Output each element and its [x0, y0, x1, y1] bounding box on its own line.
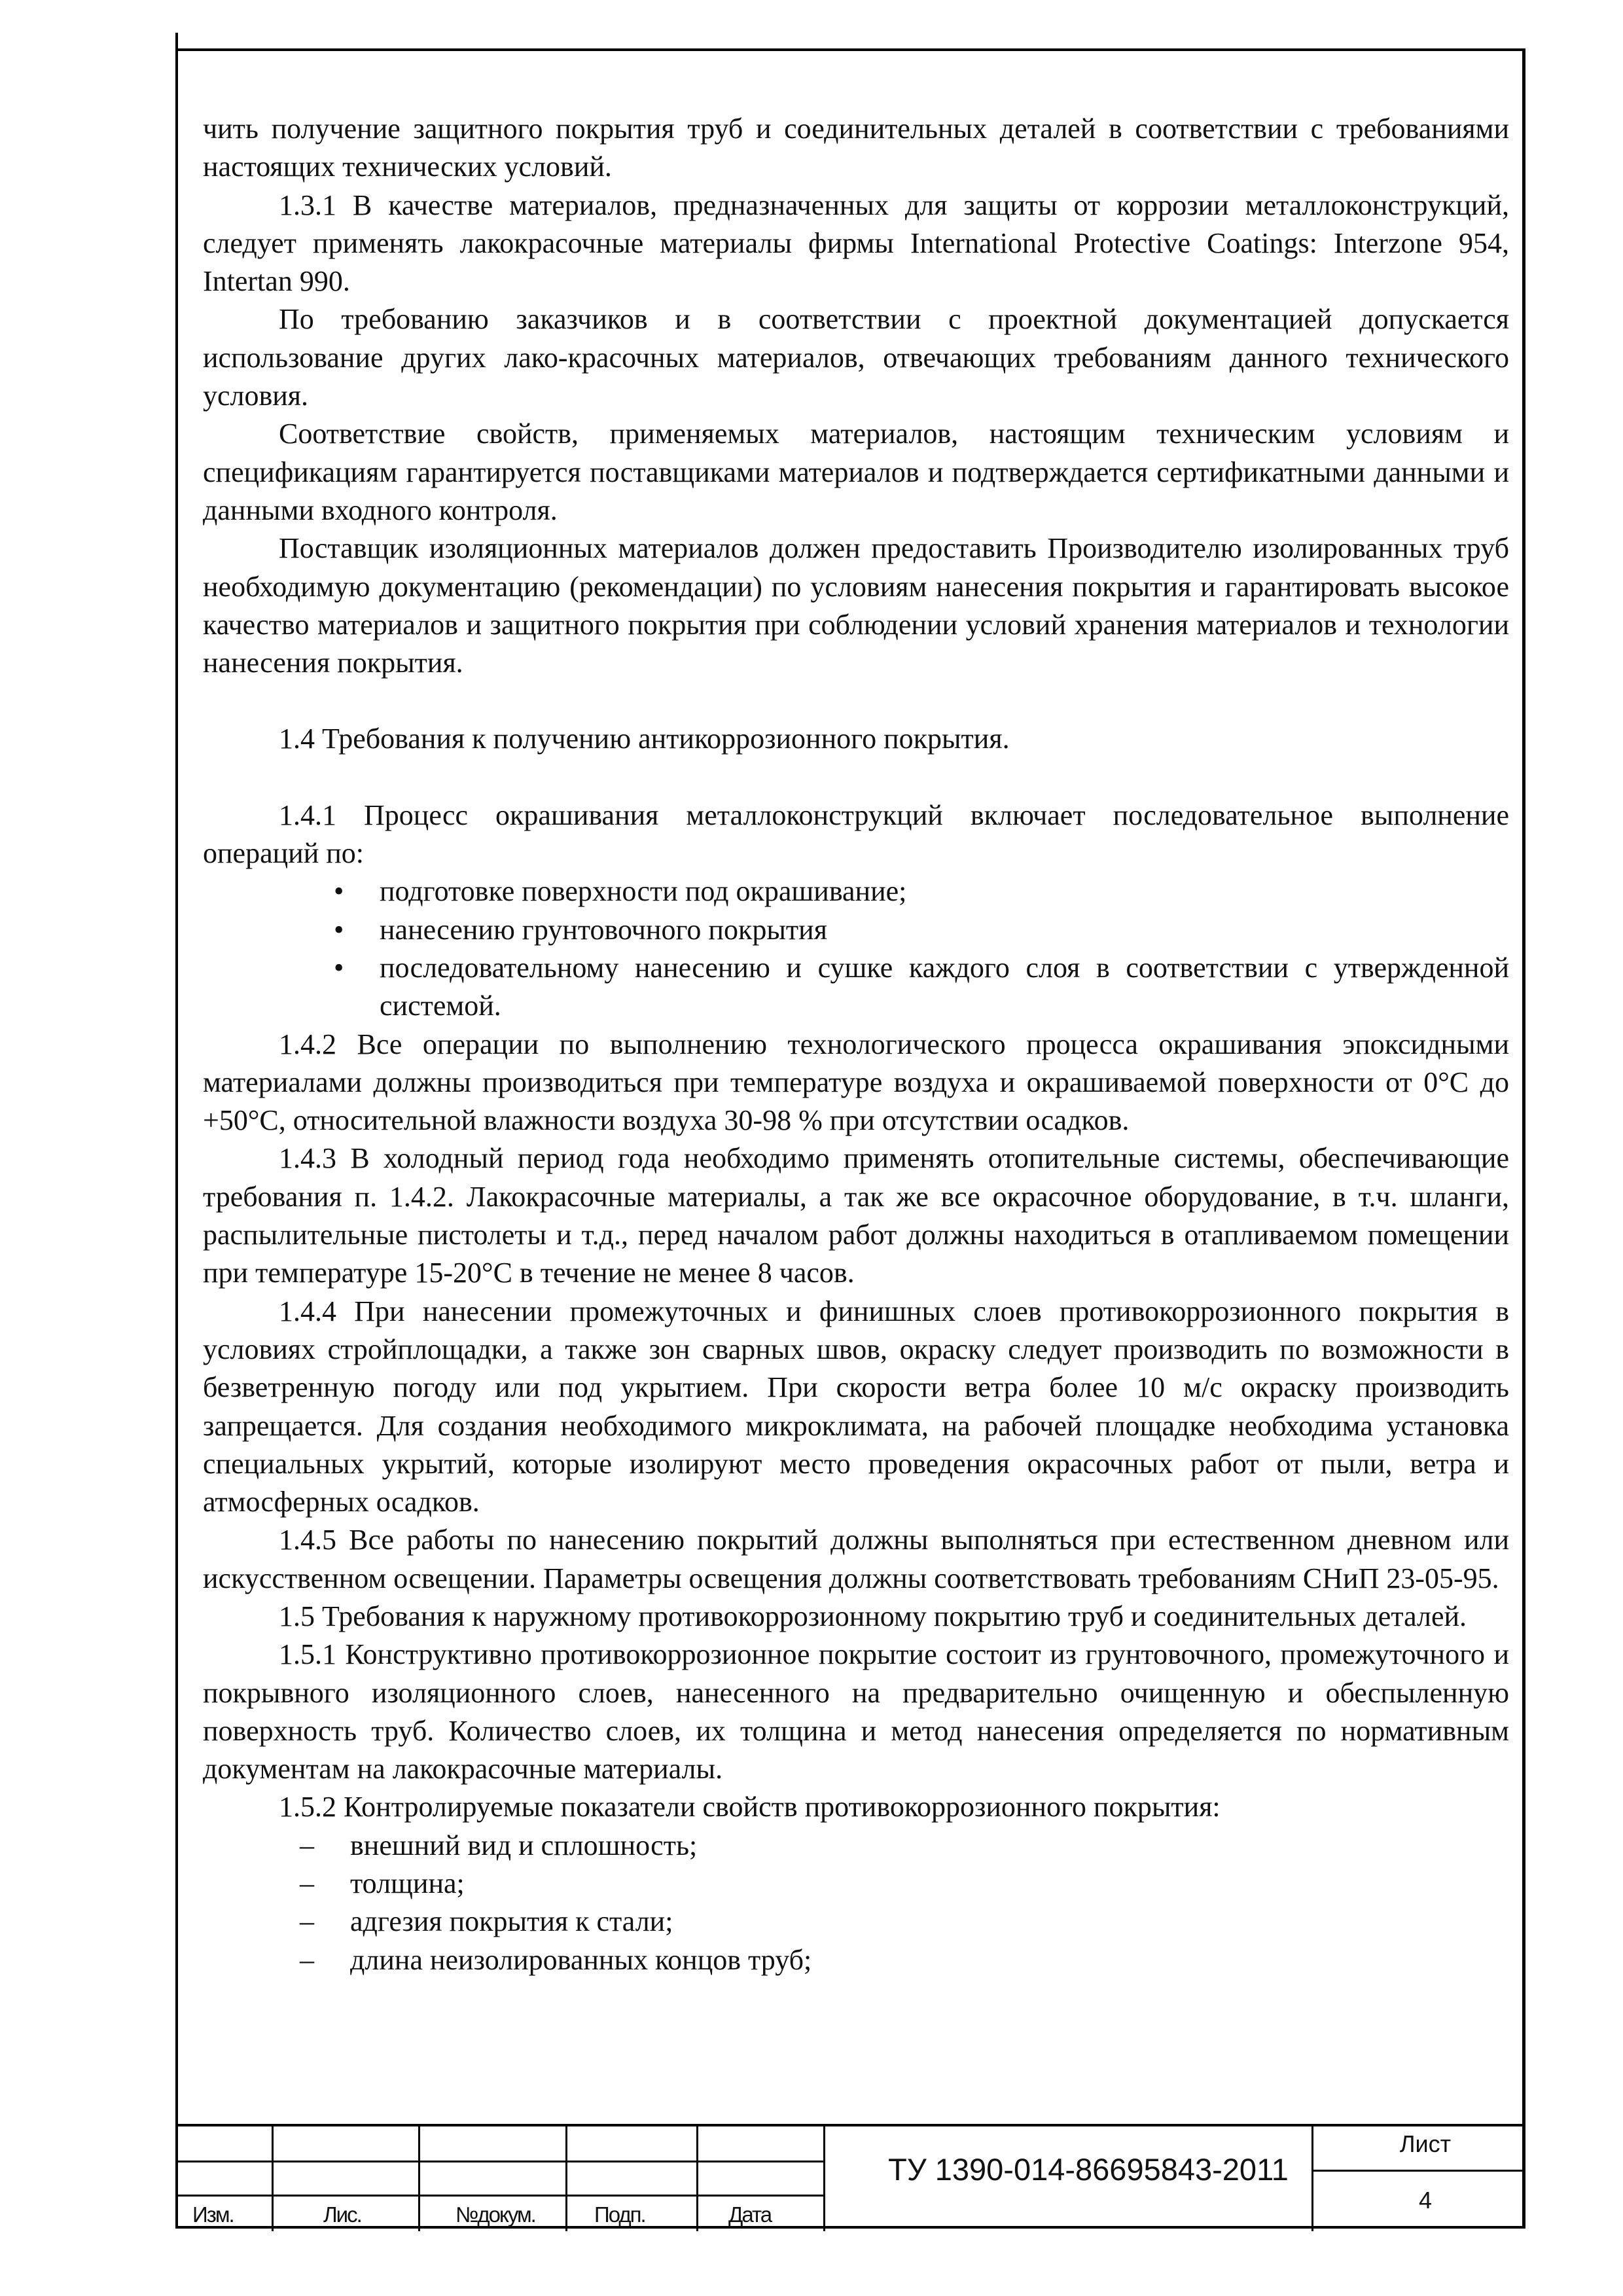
dash-marker: –: [300, 1943, 314, 1976]
stamp-divider: [175, 2161, 823, 2162]
sheet-label: Лист: [1399, 2130, 1452, 2157]
stamp-col-lis: Лис.: [323, 2202, 361, 2227]
dash-marker: –: [300, 1829, 314, 1861]
list-item: [203, 1941, 1509, 1979]
stamp-divider: [272, 2126, 274, 2231]
paragraph: Соответствие свойств, применяемых материалов, настоящим техническим условиям и спецификациям гарантируется поставщиками материалов и подтверждается сертификатными данными и данными входного контроля.: [203, 418, 1509, 526]
stamp-divider: [1311, 2170, 1525, 2172]
spacer: [203, 759, 1509, 797]
paragraph: По требованию заказчиков и в соответствии с проектной документацией допускается использование других лако-красочных материалов, отвечающих требованиям данного технического условия.: [203, 303, 1509, 412]
list-item-text: нанесению грунтовочного покрытия: [380, 913, 827, 946]
document-body: [203, 110, 1509, 1979]
sheet-number: 4: [1418, 2187, 1433, 2214]
paragraph: 1.5.1 Конструктивно противокоррозионное покрытие состоит из грунтовочного, промежуточного и покрывного изоляционного слоев, нанесенного на предварительно очищенную и обеспыленную поверхность труб. Количество слоев, их толщина и метод нанесения определяется по нормативным документам на лакокрасочные материалы.: [203, 1638, 1509, 1785]
spacer: [203, 682, 1509, 720]
paragraph: 1.3.1 В качестве материалов, предназначенных для защиты от коррозии металлоконструкций, следует применять лакокрасочные материалы фирмы International Protective Coatings: Interzone 954, Intertan 990.: [203, 188, 1509, 298]
stamp-divider: [175, 2195, 823, 2197]
paragraph: 1.4.4 При нанесении промежуточных и финишных слоев противокоррозионного покрытия в условиях стройплощадки, а также зон сварных швов, окраску следует производить по возможности в безветренную погоду или под укрытием. При скорости ветра более 10 м/с окраску производить запрещается. Для создания необходимого микроклимата, на рабочей площадке необходима установка специальных укрытий, которые изолируют место проведения окрасочных работ от пыли, ветра и атмосферных осадков.: [203, 1295, 1509, 1518]
dash-marker: –: [300, 1905, 314, 1938]
bullet-marker: •: [334, 913, 344, 946]
stamp-col-podp: Подп.: [594, 2202, 645, 2227]
stamp-divider: [1311, 2126, 1313, 2231]
stamp-col-dokum: №докум.: [455, 2202, 535, 2227]
section-heading: 1.4 Требования к получению антикоррозионного покрытия.: [279, 723, 1010, 755]
list-item-text: последовательному нанесению и сушке каждого слоя в соответствии с утвержденной системой.: [380, 951, 1509, 1022]
paragraph: 1.4.2 Все операции по выполнению технологического процесса окрашивания эпоксидными материалами должны производиться при температуре воздуха и окрашиваемой поверхности от 0°С до +50°С, относительной влажности воздуха 30-98 % при отсутствии осадков.: [203, 1028, 1509, 1137]
stamp-col-data: Дата: [728, 2202, 772, 2227]
list-item-text: адгезия покрытия к стали;: [350, 1905, 673, 1938]
list-item-text: внешний вид и сплошность;: [350, 1829, 698, 1861]
dash-marker: –: [300, 1867, 314, 1900]
title-block: [175, 2124, 1525, 2229]
bullet-list: [203, 872, 1509, 1025]
paragraph: 1.4.5 Все работы по нанесению покрытий должны выполняться при естественном дневном или искусственном освещении. Параметры освещения должны соответствовать требованиям СНиП 23-05-95.: [203, 1524, 1509, 1594]
paragraph: 1.4.1 Процесс окрашивания металлоконструкций включает последовательное выполнение операций по:: [203, 798, 1509, 870]
stamp-col-izm: Изм.: [192, 2202, 234, 2227]
stamp-divider: [696, 2126, 698, 2231]
document-code: ТУ 1390-014-86695843-2011: [888, 2152, 1289, 2187]
list-item: [203, 1903, 1509, 1941]
list-item: [203, 1827, 1509, 1865]
stamp-divider: [565, 2126, 567, 2231]
section-heading: 1.5 Требования к наружному противокоррозионному покрытию труб и соединительных деталей.: [279, 1600, 1467, 1632]
paragraph: 1.5.2 Контролируемые показатели свойств противокоррозионного покрытия:: [279, 1791, 1221, 1823]
dash-list: [203, 1827, 1509, 1979]
list-item-text: длина неизолированных концов труб;: [350, 1943, 812, 1976]
paragraph: чить получение защитного покрытия труб и соединительных деталей в соответствии с требованиями настоящих технических условий.: [203, 113, 1509, 183]
list-item: [203, 911, 1509, 949]
bullet-marker: •: [334, 951, 344, 984]
paragraph: Поставщик изоляционных материалов должен предоставить Производителю изолированных труб необходимую документацию (рекомендации) по условиям нанесения покрытия и гарантировать высокое качество материалов и защитного покрытия при соблюдении условий хранения материалов и технологии нанесения покрытия.: [203, 532, 1509, 679]
bullet-marker: •: [334, 875, 344, 908]
paragraph: 1.4.3 В холодный период года необходимо применять отопительные системы, обеспечивающие требования п. 1.4.2. Лакокрасочные материалы, а так же все окрасочное оборудование, в т.ч. шланги, распылительные пистолеты и т.д., перед началом работ должны находиться в отапливаемом помещении при температуре 15-20°С в течение не менее 8 часов.: [203, 1142, 1509, 1289]
list-item-text: подготовке поверхности под окрашивание;: [380, 875, 907, 908]
list-item: [203, 949, 1509, 1026]
list-item-text: толщина;: [350, 1867, 465, 1900]
list-item: [203, 1865, 1509, 1903]
stamp-divider: [418, 2126, 420, 2231]
list-item: [203, 872, 1509, 910]
stamp-divider: [823, 2126, 825, 2231]
